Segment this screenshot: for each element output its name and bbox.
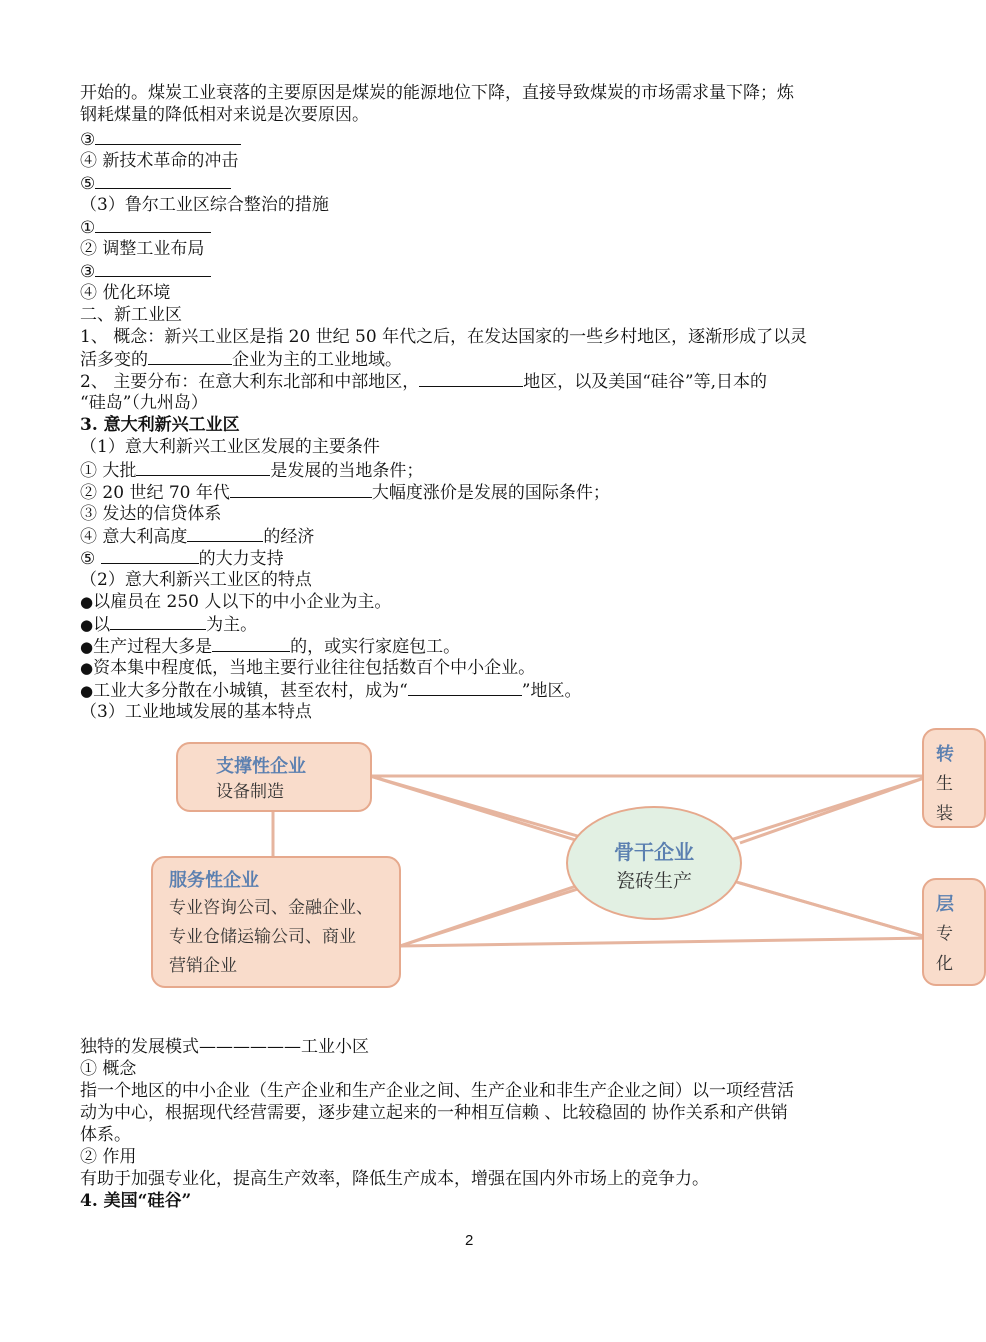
core-enterprise-ellipse [566,806,742,920]
blank-item-3b: ③ [80,260,880,283]
text-line: ④ 优化环境 [80,283,171,303]
bullet-item: ●工业大多分散在小城镇，甚至农村，成为“ ”地区。 [80,681,582,701]
bullet-icon: ● [80,659,94,677]
blank-item-1: ① [80,216,880,239]
bullet-item: ●资本集中程度低，当地主要行业往往包括数百个中小企业。 [80,658,536,678]
text-line: ③ 发达的信贷体系 [80,504,222,524]
blank-line: ④ 意大利高度 的经济 [80,527,315,547]
connector-lines [0,728,950,998]
bullet-item: ●生产过程大多是 的，或实行家庭包工。 [80,637,461,657]
blank-line: 2、 主要分布：在意大利东北部和中部地区， 地区，以及美国“硅谷”等,日本的 [80,372,768,392]
text-line: 开始的。煤炭工业衰落的主要原因是煤炭的能源地位下降，直接导致煤炭的市场需求量下降；炼 [80,83,794,103]
text-line: ① 概念 [80,1059,137,1079]
service-enterprise-title: 服务性企业 [169,870,259,891]
partial-box-top: 转 生 装 [922,728,986,828]
text-line: ④ 新技术革命的冲击 [80,151,239,171]
partial-box-bottom: 层 专 化 [922,878,986,986]
text-line: ② 调整工业布局 [80,239,205,259]
section-heading: 二、新工业区 [80,305,182,325]
page-number: 2 [465,1232,474,1249]
text-line: 1、 概念：新兴工业区是指 20 世纪 50 年代之后，在发达国家的一些乡村地区，逐渐形成了以灵 [80,327,808,347]
service-enterprise-desc: 营销企业 [169,956,237,976]
blank-line: ① 大批 是发展的当地条件； [80,461,424,481]
blank-line: ② 20 世纪 70 年代 大幅度涨价是发展的国际条件； [80,483,610,503]
bullet-item: ●以 为主。 [80,615,258,635]
text-line: 独特的发展模式——————工业小区 [80,1037,369,1057]
section-heading: 4. 美国“硅谷” [80,1191,192,1211]
text-line: 动为中心，根据现代经营需要，逐步建立起来的一种相互信赖 、比较稳固的 协作关系和产供销 [80,1103,788,1123]
subsection-heading: （1）意大利新兴工业区发展的主要条件 [80,437,380,457]
subsection-heading: （3）工业地域发展的基本特点 [80,702,312,722]
text-line: ② 作用 [80,1147,137,1167]
blank-item-5: ⑤ [80,172,880,195]
bullet-icon: ● [80,638,94,656]
text-line: “硅岛”（九州岛） [80,393,208,413]
text-line: 有助于加强专业化，提高生产效率，降低生产成本，增强在国内外市场上的竞争力。 [80,1169,709,1189]
blank-item-3: ③ [80,128,880,151]
support-enterprise-box [176,742,372,812]
bullet-icon: ● [80,682,94,700]
text-line: 指一个地区的中小企业（生产企业和生产企业之间、生产企业和非生产企业之间）以一项经营活 [80,1081,794,1101]
subsection-heading: （2）意大利新兴工业区的特点 [80,570,312,590]
service-enterprise-box [151,856,401,988]
text-line: 体系。 [80,1125,131,1145]
industrial-district-diagram [0,728,954,998]
bullet-icon: ● [80,593,94,611]
support-enterprise-title: 支撑性企业 [216,756,306,777]
support-enterprise-desc: 设备制造 [216,782,284,802]
section-heading: 3. 意大利新兴工业区 [80,415,240,435]
blank-line: ⑤ 的大力支持 [80,549,284,569]
service-enterprise-desc: 专业咨询公司、金融企业、 [169,898,373,918]
bullet-icon: ● [80,616,94,634]
blank-line: 活多变的 企业为主的工业地域。 [80,350,402,370]
text-line: 钢耗煤量的降低相对来说是次要原因。 [80,105,369,125]
core-enterprise-title: 骨干企业 [614,840,694,864]
service-enterprise-desc: 专业仓储运输公司、商业 [169,927,356,947]
core-enterprise-desc: 瓷砖生产 [615,870,692,892]
bullet-item: ●以雇员在 250 人以下的中小企业为主。 [80,592,392,612]
section-heading: （3）鲁尔工业区综合整治的措施 [80,195,329,215]
